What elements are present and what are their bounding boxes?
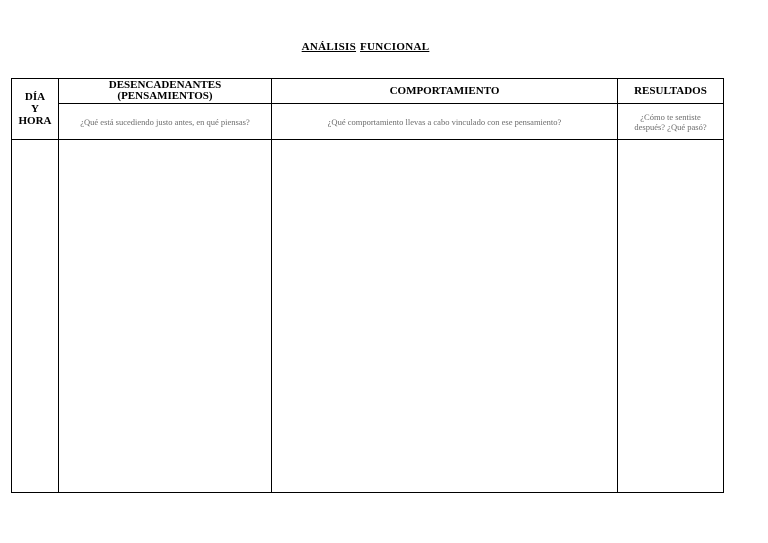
question-resultados-line1: ¿Cómo te sentiste	[640, 111, 701, 122]
header-desencadenantes	[59, 79, 271, 103]
question-resultados-line2: después? ¿Qué pasó?	[634, 121, 707, 132]
functional-analysis-table	[11, 78, 724, 493]
title-word-2: FUNCIONAL	[360, 41, 430, 53]
document-title	[0, 41, 731, 53]
body-cell-comportamiento[interactable]	[272, 140, 617, 492]
header-resultados	[618, 79, 723, 103]
body-cell-desencadenantes[interactable]	[59, 140, 271, 492]
header-desencadenantes-line2: (PENSAMIENTOS)	[117, 90, 213, 102]
header-dia-line3: HORA	[18, 115, 52, 127]
title-word-1: ANÁLISIS	[301, 41, 357, 53]
question-comportamiento-text: ¿Qué comportamiento llevas a cabo vinculado con ese pensamiento?	[327, 116, 562, 127]
body-cell-resultados[interactable]	[618, 140, 723, 492]
body-cell-dia-y-hora[interactable]	[12, 140, 58, 492]
question-desencadenantes-text: ¿Qué está sucediendo justo antes, en qué piensas?	[80, 116, 250, 127]
header-resultados-text: RESULTADOS	[634, 84, 707, 97]
question-comportamiento	[272, 104, 617, 139]
header-comportamiento-text: COMPORTAMIENTO	[389, 84, 500, 97]
header-comportamiento	[272, 79, 617, 103]
question-resultados	[618, 104, 723, 139]
header-dia-line1: DÍA	[24, 91, 46, 103]
header-dia-line2: Y	[31, 103, 39, 115]
header-desencadenantes-line1: DESENCADENANTES	[108, 79, 222, 91]
question-desencadenantes	[59, 104, 271, 139]
header-dia-y-hora	[12, 79, 58, 139]
